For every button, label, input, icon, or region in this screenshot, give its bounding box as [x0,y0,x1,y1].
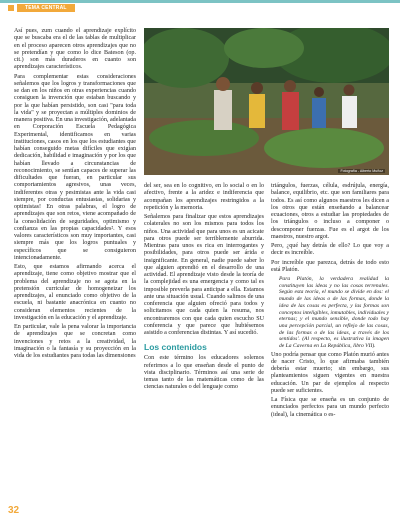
section-label: TEMA CENTRAL [17,4,75,12]
paragraph: Así pues, zum cuando el aprendizaje explícito que se buscaba era el de las tablas de multiplicar en el proceso aparecen otros aprendizajes que no se pretendían y que como lo dice Bateson (op. cit.) son más duraderos en cuanto son aprendizajes característicos. [14,28,136,71]
paragraph: Para complementar estas consideraciones señalemos que los logros y transformaciones que se dan en los niños en otras experiencias cuando consiguen la invención que estaban buscando y por la que habían persistido, son casi "para toda la vida" y se proyectan a múltiples dominios de manera positiva. En una investigación, adelantada en Corporación Escuela Pedagógica Experimental, identificamos en varias instituciones, casos en los que los estudiantes que habían conseguido metas difíciles que exigían dedicación, habilidad e imaginación y por los que habían llevado a circunstancias de reconocimiento, se sentían capaces de superar las dificultades que fueran, en particular sus comportamientos agresivos, unas veces, indiferentes otras y pesimistas ante la vida casi siempre, por conductas entusiastas, solidarias y optimistas! En otras palabras, el logro de aprendizajes que son retos, viene acompañado de la consolidación de seguridades, optimismo y confianza en las propias capacidades². Y esos valores característicos son muy importantes, casi siempre más que los logros puntuales y específicos que se consiguieron intencionadamente. [14,73,136,261]
article-photo [144,28,389,175]
photo-illustration [144,28,389,175]
paragraph: Por increíble que parezca, detrás de todo esto está Platón. [271,259,389,273]
photo-credit: Fotografía - Alberto Muñoz [340,169,383,173]
paragraph: Señalemos para finalizar que estos aprendizajes colaterales no son los mismos para todos los niños. Una actividad que para unos es un acicate para otros puede ser terriblemente aburrida. Mientras para unos es rica en interrogantes y posibilidades, para otros puede ser árida e insignificante. En general, nadie puede saber lo que alguien aprendió en el desarrollo de una actividad. El aprendizaje visto desde la teoría de la complejidad es una emergencia y como tal es imposible preverla para anticipar a ella. Estamos ante una situación usual. Cuando salimos de una conferencia que alguien ofreció para todos y solicitamos que cada quien la resuma, nos encontraremos con que cada quien escucho SU conferencia y que parece que hubiésemos asistido a conferencias distintas. Y así sucedió. [144,214,264,336]
paragraph: del ser, sea en lo cognitivo, en lo social o en lo afectivo, frente a la aridez e indiferencia que acompañan los aprendizajes restringidos a la repetición y la memoria. [144,183,264,211]
column-2 [144,183,264,392]
paragraph: Esto, que estamos afirmando acerca el aprendizaje, tiene como objetivo mostrar que el problema del aprendizaje no se agota en la pretensión curricular de homogeneizar los aprendizajes, al enunciado como objetivo de la escuela, ni bastante anacrónica en cuanto no consideran elementos recientes de la investigación en la educación y el aprendizaje. [14,264,136,321]
paragraph: triángulos, fuerzas, célula, esdrújula, energía, balance, equilibrio, etc. que son familiares para todos. Es así como algunos maestros les dicen a los otros que están enseñando a balancear ecuaciones, otros a estudiar las propiedades de los triángulos o incluso a componer o descomponer fuerzas. Fue es el argot de los maestros, nuestro argot. [271,183,389,240]
subheading: Los contenidos [144,342,207,353]
top-rule [0,0,400,3]
paragraph: La Física que se enseña es un conjunto de enunciados perfectos para un mundo perfecto (ideal), la cinemática o es- [271,397,389,418]
section-marker [8,5,14,11]
section-tag [8,4,75,12]
paragraph: En particular, vale la pena valorar la importancia de aprendizajes que se concretan como invenciones y retos a la creatividad, la imaginación o la fantasía y su proyección en la vida de los estudiantes para todas las dimensiones [14,324,136,359]
block-quote: Para Platón, la verdadera realidad la constituyen las ideas y no las cosas terrenales. Según esta teoría, el mundo se divide en dos: el mundo de las ideas o de las formas, donde la idea de las cosas es perfecta, y las formas son conceptos inteligibles, inmutables, individuales y eternas; y el mundo sensible, donde todo hay una percepción parcial, un reflejo de las cosas, de las formas o de las ideas, a través de los sentidos'. (Al respecto, es ilustrativa la imagen de La Caverna en La República, libro VII). [279,276,389,350]
paragraph: Con este término los educadores solemos referirnos a lo que enseñan desde el punto de vista disciplinario. Términos así una serie de temas tanto de las matemáticas como de las ciencias naturales o del lenguaje como [144,355,264,391]
column-3 [271,183,389,419]
paragraph: Uno podría pensar que como Platón murió antes de nacer Cristo, lo que afirmaba también debería estar muerto; sin embargo, sus planteamientos siguen vigentes en nuestra educación. Un par de ejemplos al respecto puede ser suficientes. [271,351,389,394]
column-1 [14,28,136,360]
page-number: 32 [8,505,20,516]
paragraph: Pero, ¿qué hay detrás de ello? Lo que voy a decir es increíble. [271,243,389,257]
